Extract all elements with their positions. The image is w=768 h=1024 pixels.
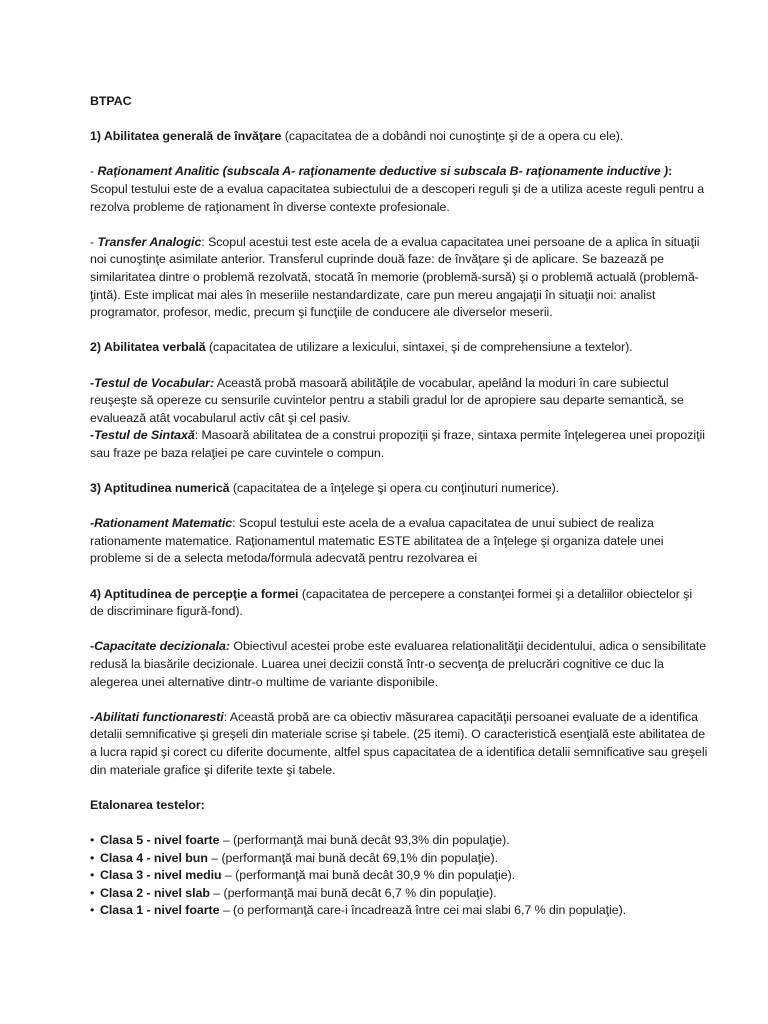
math-reasoning-paragraph: -Rationament Matematic: Scopul testului este acela de a evalua capacitatea de unui subiect de realiza rationamente matematice. Raţionamentul matematic ESTE abilitatea de a înţelege şi organiza datele unei probleme si de a selecta metoda/formula adecvată pentru rezolvarea ei bbox=[90, 516, 664, 566]
section-heading: 4) Aptitudinea de percepţie a formei bbox=[90, 586, 299, 601]
test-name: Transfer Analogic bbox=[97, 234, 202, 249]
test-name: -Abilitati functionaresti bbox=[90, 709, 224, 724]
calibration-list bbox=[90, 832, 708, 920]
section-1-general-learning: 1) Abilitatea generală de învăţare (capacitatea de a dobândi noi cunoştinţe şi de a opera cu ele). bbox=[90, 129, 624, 144]
bullet-icon: • bbox=[90, 885, 95, 900]
list-item: • Clasa 2 - nivel slab – (performanţă mai bună decât 6,7 % din populaţie). bbox=[90, 885, 708, 903]
test-name: -Rationament Matematic bbox=[90, 516, 233, 531]
test-name: -Capacitate decizionala: bbox=[90, 639, 230, 654]
document-title: BTPAC bbox=[90, 94, 132, 108]
bullet-icon: • bbox=[90, 832, 95, 847]
list-item: • Clasa 3 - nivel mediu – (performanţă mai bună decât 30,9 % din populaţie). bbox=[90, 867, 708, 885]
section-heading: 3) Aptitudinea numerică bbox=[90, 481, 230, 496]
syntax-test-paragraph: -Testul de Sintaxă: Masoară abilitatea de a construi propoziţii şi fraze, sintaxa permite înţelegerea unei propoziţii sau fraze pe baza relaţiei pe care cuvintele o compun. bbox=[90, 428, 705, 460]
clerical-abilities-paragraph: -Abilitati functionaresti: Această probă are ca obiectiv măsurarea capacităţii persoanei evaluate de a identifica detalii semnificative şi greşeli din materiale scrise şi tabele. (25 itemi). O caracteristică esenţială este abilitatea de a lucra rapid şi corect cu diferite documente, altfel spus capacitatea de a identifica detalii semnificative sau greşeli din materiale grafice şi diferite texte şi tabele. bbox=[90, 709, 708, 777]
test-name: -Testul de Sintaxă bbox=[90, 428, 195, 443]
decision-capacity-paragraph: -Capacitate decizionala: Obiectivul acestei probe este evaluarea relationalităţii decidentului, adica o sensibilitate redusă la biasările decizionale. Luarea unei decizii constă într-o secvenţa de prelucrări cognitive ce duc la alegerea unei alternative dintr-o multime de variante disponibile. bbox=[90, 639, 707, 689]
list-item: • Clasa 4 - nivel bun – (performanţă mai bună decât 69,1% din populaţie). bbox=[90, 850, 708, 868]
section-heading: 1) Abilitatea generală de învăţare bbox=[90, 129, 282, 144]
analytic-reasoning-paragraph: - Raţionament Analitic (subscala A- raţionamente deductive si subscala B- raţionamente inductive ): Scopul testului este de a evalua capacitatea subiectului de a descoperi reguli şi de a utiliza aceste reguli pentru a rezolva probleme de raţionament în diverse contexte profesionale. bbox=[90, 164, 705, 214]
bullet-icon: • bbox=[90, 850, 95, 865]
list-item: • Clasa 1 - nivel foarte – (o performanţă care-i încadrează între cei mai slabi 6,7 % din populaţie). bbox=[90, 902, 708, 920]
vocabulary-test-paragraph: -Testul de Vocabular: Această probă masoară abilităţile de vocabular, apelând la moduri în care subiectul reuşeşte să opereze cu sensurile cuvintelor pentru a stabili gradul lor de apropiere sau departe semantică, se evaluează atât vocabularul activ cât şi cel pasiv. bbox=[90, 375, 684, 425]
bullet-icon: • bbox=[90, 868, 95, 883]
calibration-title: Etalonarea testelor: bbox=[90, 797, 205, 812]
analogic-transfer-paragraph: - Transfer Analogic: Scopul acestui test este acela de a evalua capacitatea unei persoane de a aplica în situaţii noi cunoştinţe asimilate anterior. Transferul cuprinde două faze: de învăţare şi de aplicare. Se bazează pe similaritatea dintre o problemă rezolvată, stocată în memorie (problemă-sursă) şi o problemă actuală (problemă-ţintă). Este implicat mai ales în meseriile nestandardizate, care pun mereu angajaţii în situaţii noi: analist programator, profesor, medic, precum şi funcţiile de conducere ale diverselor meserii. bbox=[90, 234, 700, 320]
bullet-icon: • bbox=[90, 903, 95, 918]
list-item: • Clasa 5 - nivel foarte – (performanţă mai bună decât 93,3% din populaţie). bbox=[90, 832, 708, 850]
section-heading: 2) Abilitatea verbală bbox=[90, 340, 206, 355]
test-name: Raţionament Analitic bbox=[97, 164, 220, 179]
test-name: -Testul de Vocabular: bbox=[90, 375, 215, 390]
section-3-numeric: 3) Aptitudinea numerică (capacitatea de a înţelege şi opera cu conţinuturi numerice). bbox=[90, 481, 560, 496]
section-2-verbal: 2) Abilitatea verbală (capacitatea de utilizare a lexicului, sintaxei, şi de comprehensiune a textelor). bbox=[90, 340, 633, 355]
section-4-form-perception: 4) Aptitudinea de percepţie a formei (capacitatea de percepere a constanţei formei şi a detaliilor obiectelor şi de discriminare figură-fond). bbox=[90, 586, 693, 619]
